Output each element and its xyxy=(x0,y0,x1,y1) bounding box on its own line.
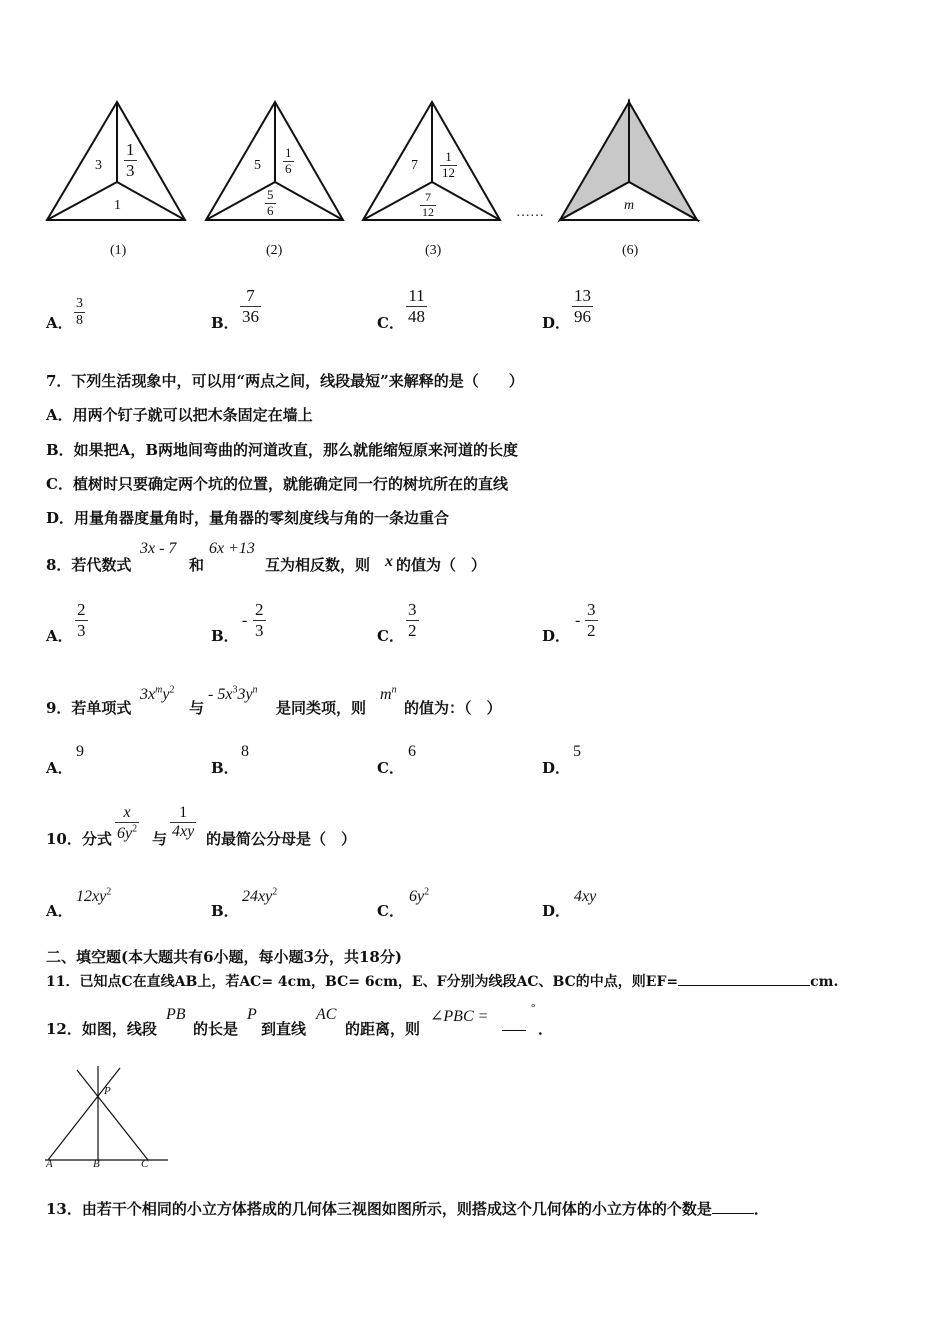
q9-mid: 与 xyxy=(189,699,205,717)
q8-option-b-sign: - xyxy=(242,612,248,629)
q8-expr1: 3x - 7 xyxy=(140,540,177,557)
q9-power: $m^n$ xyxy=(380,684,397,703)
q11-answer-blank[interactable] xyxy=(678,985,810,986)
tri1-label-a: 3 xyxy=(95,158,102,173)
q10-option-b-value: $24xy^2$ xyxy=(242,886,278,905)
q12-figure xyxy=(40,1060,180,1175)
q12-label-a: A xyxy=(46,1158,53,1170)
tri2-label-b: $\frac{1}{6}$ xyxy=(285,145,292,176)
q9-option-c-value: 6 xyxy=(408,743,416,760)
tri2-label-a: 5 xyxy=(254,158,261,173)
figure-ellipsis: …… xyxy=(516,205,544,220)
tri1-label-b: $\frac{1}{3}$ xyxy=(126,140,135,180)
caption-1: (1) xyxy=(110,243,127,258)
q12-label-b: B xyxy=(93,1158,100,1170)
q11-stem: 11．已知点C在直线AB上，若AC= 4cm，BC= 6cm，E、F分别为线段AC、BC的中点，则EF= xyxy=(46,974,679,990)
tri2-label-c: $\frac{5}{6}$ xyxy=(267,187,274,218)
q9-suffix: 是同类项，则 xyxy=(276,699,367,717)
q12-seg: PB xyxy=(166,1006,186,1023)
q9-mono1: $3x^my^2$ xyxy=(140,684,175,703)
q12-end: ． xyxy=(538,1020,554,1038)
q11-unit: cm. xyxy=(810,974,839,990)
q10-prefix: 10．分式 xyxy=(46,830,112,848)
q12-degree: ° xyxy=(531,1002,536,1014)
q8-var: x xyxy=(385,553,393,570)
q10-mid: 与 xyxy=(152,830,168,848)
q10-option-a-value: $12xy^2$ xyxy=(76,886,112,905)
q12-mid1: 的长是 xyxy=(193,1020,239,1038)
q10-end: 的最简公分母是（ ） xyxy=(206,830,357,848)
q13-answer-blank[interactable] xyxy=(712,1213,754,1214)
q6-option-c-value: $\frac{11}{48}$ xyxy=(408,286,425,326)
section-2-heading: 二、填空题(本大题共有6小题，每小题3分，共18分) xyxy=(46,948,402,966)
q8-end: 的值为（ ） xyxy=(396,556,487,574)
q9-end: 的值为：（ ） xyxy=(404,699,502,717)
q10-option-b-letter: B． xyxy=(211,902,239,920)
q9-option-d-value: 5 xyxy=(573,743,581,760)
q9-option-a-letter: A． xyxy=(46,759,73,777)
q7-stem: 7．下列生活现象中，可以用“两点之间，线段最短”来解释的是（ ） xyxy=(46,372,524,390)
q8-option-c-value: $\frac{3}{2}$ xyxy=(408,600,417,640)
q10-option-a-letter: A． xyxy=(46,902,73,920)
tri3-label-a: 7 xyxy=(411,158,418,173)
q8-option-d-letter: D． xyxy=(542,627,571,645)
q7-option-b: B．如果把A，B两地间弯曲的河道改直，那么就能缩短原来河道的长度 xyxy=(46,441,518,459)
tri1-label-c: 1 xyxy=(114,198,121,213)
q13-stem: 13．由若干个相同的小立方体搭成的几何体三视图如图所示，则搭成这个几何体的小立方体的个数是 xyxy=(46,1200,712,1218)
q6-option-b-letter: B． xyxy=(211,314,239,332)
q6-option-b-value: $\frac{7}{36}$ xyxy=(242,286,259,326)
q8-suffix: 互为相反数，则 xyxy=(265,556,371,574)
q7-option-a: A．用两个钉子就可以把木条固定在墙上 xyxy=(46,406,313,424)
q7-option-d: D．用量角器度量角时，量角器的零刻度线与角的一条边重合 xyxy=(46,509,450,527)
q8-option-b-letter: B． xyxy=(211,627,239,645)
q10-option-d-letter: D． xyxy=(542,902,571,920)
q12-mid3: 的距离，则 xyxy=(345,1020,421,1038)
caption-6: (6) xyxy=(622,243,639,258)
q13-end: ． xyxy=(753,1200,769,1218)
q6-option-d-letter: D． xyxy=(542,314,571,332)
q9-mono2: - $5x^33y^n$ xyxy=(208,684,258,703)
q8-option-c-letter: C． xyxy=(377,627,404,645)
q8-option-b-value: $\frac{2}{3}$ xyxy=(255,600,264,640)
caption-3: (3) xyxy=(425,243,442,258)
q12-mid2: 到直线 xyxy=(261,1020,307,1038)
q12-label-p: P xyxy=(104,1085,111,1097)
triangle-figures xyxy=(0,90,950,270)
q8-expr2: 6x +13 xyxy=(209,540,255,557)
q10-fraction-1: $\frac{x}{6y^2}$ xyxy=(117,804,138,843)
q10-option-d-value: 4xy xyxy=(574,888,597,905)
q9-option-d-letter: D． xyxy=(542,759,571,777)
q9-option-b-letter: B． xyxy=(211,759,239,777)
q6-option-a-letter: A． xyxy=(46,314,73,332)
q10-option-c-letter: C． xyxy=(377,902,404,920)
q8-option-a-value: $\frac{2}{3}$ xyxy=(77,600,86,640)
tri6-label-m: m xyxy=(624,198,635,213)
q12-label-c: C xyxy=(141,1158,149,1170)
q8-mid: 和 xyxy=(189,556,205,574)
q12-line: AC xyxy=(316,1006,337,1023)
q10-fraction-2: $\frac{1}{4xy}$ xyxy=(172,804,195,841)
caption-2: (2) xyxy=(266,243,283,258)
q12-answer-blank[interactable] xyxy=(502,1030,526,1031)
q12-point: P xyxy=(247,1006,257,1023)
q9-option-c-letter: C． xyxy=(377,759,404,777)
q13-text xyxy=(46,1198,769,1219)
q9-prefix: 9．若单项式 xyxy=(46,699,132,717)
tri3-label-c: $\frac{7}{12}$ xyxy=(422,190,434,219)
q10-option-c-value: $6y^2$ xyxy=(409,886,430,905)
q6-option-a-value: $\frac{3}{8}$ xyxy=(76,296,83,329)
q12-prefix: 12．如图，线段 xyxy=(46,1020,157,1038)
tri3-label-b: $\frac{1}{12}$ xyxy=(442,149,455,180)
q12-angle: ∠PBC = xyxy=(430,1008,489,1025)
q6-option-c-letter: C． xyxy=(377,314,404,332)
q8-prefix: 8．若代数式 xyxy=(46,556,132,574)
q11-text xyxy=(46,971,838,991)
q9-option-b-value: 8 xyxy=(241,743,249,760)
q6-option-d-value: $\frac{13}{96}$ xyxy=(574,286,591,326)
q8-option-d-value: $\frac{3}{2}$ xyxy=(587,600,596,640)
q9-option-a-value: 9 xyxy=(76,743,84,760)
q8-option-d-sign: - xyxy=(575,612,581,629)
q8-option-a-letter: A． xyxy=(46,627,73,645)
q7-option-c: C．植树时只要确定两个坑的位置，就能确定同一行的树坑所在的直线 xyxy=(46,475,508,493)
